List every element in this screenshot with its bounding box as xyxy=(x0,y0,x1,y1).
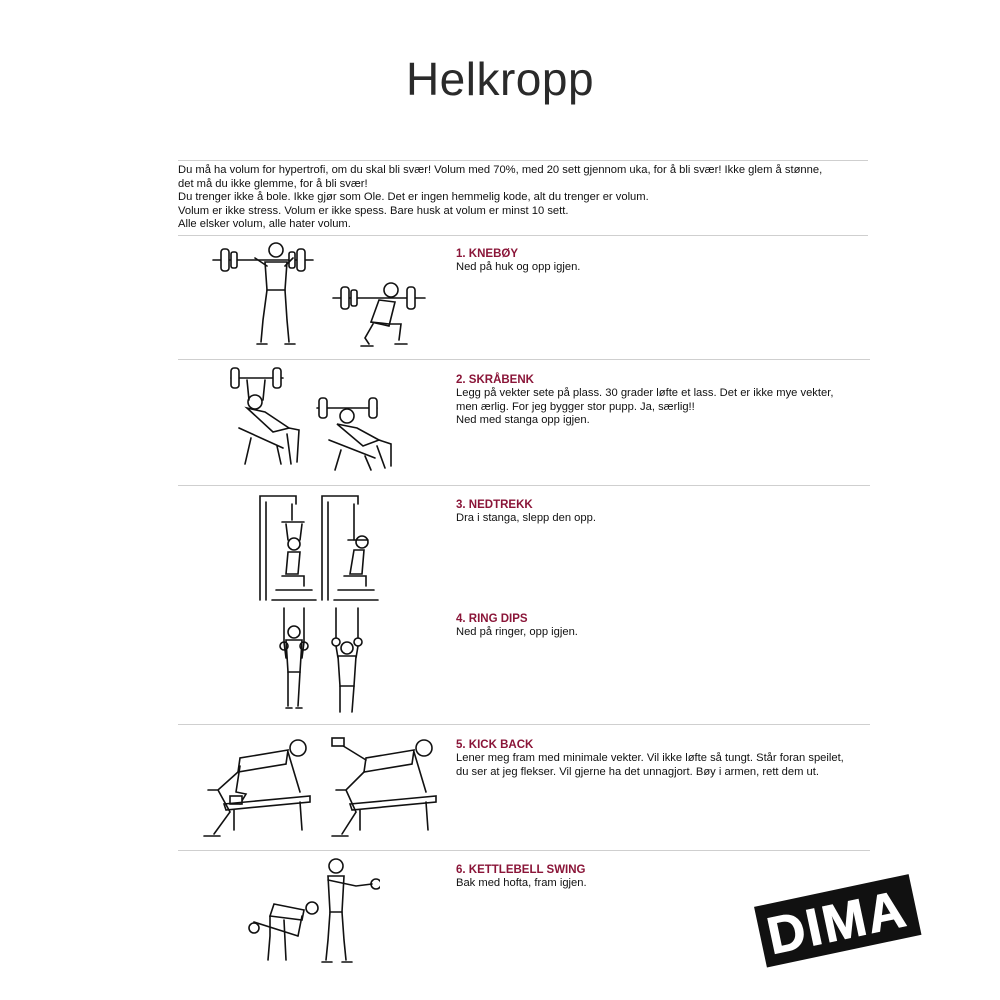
incline-bench-figure xyxy=(225,366,415,478)
ring-dips-figure xyxy=(270,606,370,718)
dima-logo-icon xyxy=(745,862,930,982)
row-divider xyxy=(178,485,870,486)
exercise-title: 4. RING DIPS xyxy=(456,613,528,625)
dima-logo xyxy=(745,862,930,987)
intro-text xyxy=(178,160,868,236)
lat-pulldown-figure xyxy=(252,490,382,602)
exercise-description xyxy=(456,512,876,526)
exercise-description xyxy=(456,626,876,640)
row-divider xyxy=(178,359,870,360)
exercise-description-line: Lener meg fram med minimale vekter. Vil ikke løfte så tungt. Står foran speilet, xyxy=(456,752,844,764)
squat-figure xyxy=(205,240,445,355)
exercise-lat-pulldown xyxy=(456,498,876,526)
logo-text: DIMA xyxy=(762,879,913,966)
exercise-description-line: Ned på ringer, opp igjen. xyxy=(456,626,578,638)
intro-line: Alle elsker volum, alle hater volum. xyxy=(178,218,351,230)
exercise-title: 1. KNEBØY xyxy=(456,248,518,260)
exercise-description-line: du ser at jeg flekser. Vil gjerne ha det unnagjort. Bøy i armen, rett dem ut. xyxy=(456,765,819,778)
kickback-figure xyxy=(190,732,450,844)
exercise-kickback xyxy=(456,738,876,779)
row-divider xyxy=(178,724,870,725)
exercise-description-line: men ærlig. For jeg bygger stor pupp. Ja, særlig!! xyxy=(456,400,695,413)
exercise-description-line: Bak med hofta, fram igjen. xyxy=(456,877,587,889)
exercise-title: 3. NEDTREKK xyxy=(456,499,533,511)
exercise-squat xyxy=(456,247,876,275)
page-title: Helkropp xyxy=(405,53,595,105)
intro-line: det må du ikke glemme, for å bli svær! xyxy=(178,177,368,190)
exercise-description xyxy=(456,752,876,779)
exercise-description-line: Ned på huk og opp igjen. xyxy=(456,261,581,273)
intro-line: Du må ha volum for hypertrofi, om du skal bli svær! Volum med 70%, med 20 sett gjennom uka, for å bli svær! Ikke glem å stønne, xyxy=(178,164,823,176)
exercise-description xyxy=(456,261,876,275)
intro-line: Volum er ikke stress. Volum er ikke spess. Bare husk at volum er minst 10 sett. xyxy=(178,204,569,217)
kettlebell-swing-figure xyxy=(240,856,380,968)
exercise-incline-bench xyxy=(456,373,876,428)
exercise-title: 5. KICK BACK xyxy=(456,739,534,751)
exercise-description-line: Ned med stanga opp igjen. xyxy=(456,414,590,426)
exercise-title: 6. KETTLEBELL SWING xyxy=(456,864,586,876)
exercise-title: 2. SKRÅBENK xyxy=(456,374,534,386)
exercise-description-line: Dra i stanga, slepp den opp. xyxy=(456,512,596,524)
exercise-description xyxy=(456,387,876,428)
row-divider xyxy=(178,850,870,851)
exercise-description-line: Legg på vekter sete på plass. 30 grader løfte et lass. Det er ikke mye vekter, xyxy=(456,387,834,399)
exercise-ring-dips xyxy=(456,612,876,640)
intro-line: Du trenger ikke å bole. Ikke gjør som Ole. Det er ingen hemmelig kode, alt du trenger er volum. xyxy=(178,191,649,203)
